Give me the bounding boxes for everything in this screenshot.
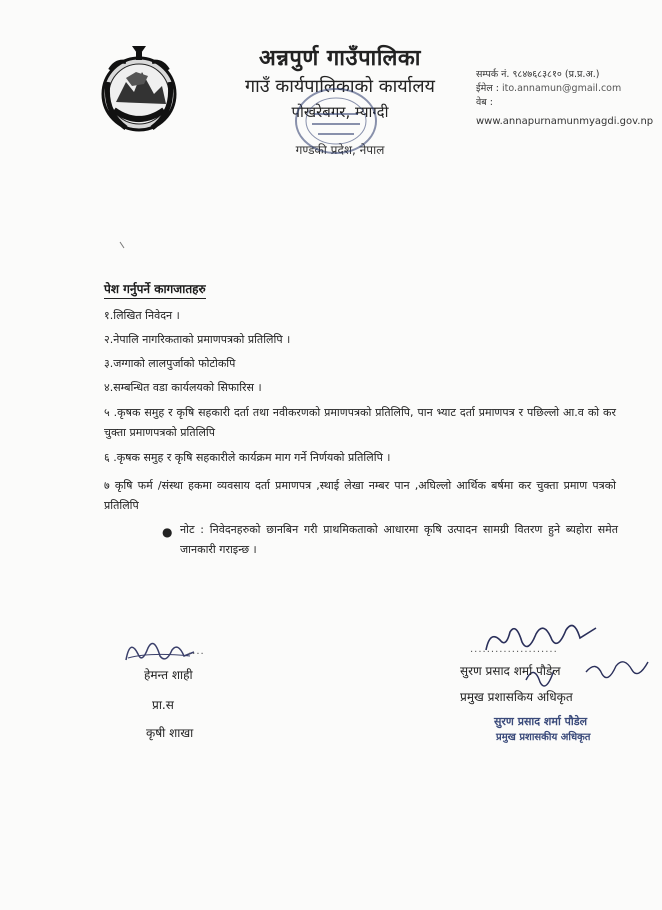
email-label: ईमेल : — [476, 83, 500, 94]
municipality-title: अन्नपुर्ण गाउँपालिका — [259, 46, 421, 71]
left-signature-line: .... — [188, 646, 205, 657]
right-signature-icon — [466, 610, 662, 700]
email-value[interactable]: ito.annamun@gmail.com — [502, 83, 622, 94]
office-stamp-icon — [290, 84, 382, 158]
document-item: ४.सम्बन्धित वडा कार्यलयको सिफारिस । — [104, 381, 262, 394]
website-link[interactable]: www.annapurnamunmyagdi.gov.np — [476, 116, 654, 127]
office-location: पोखरेबगर, म्याग्दी — [291, 103, 389, 121]
signature-stamp-name: सुरण प्रसाद शर्मा पौडेल — [494, 715, 588, 728]
document-item: ५ .कृषक समुह र कृषि सहकारी दर्ता तथा नवीकरणको प्रमाणपत्रको प्रतिलिपि, पान भ्याट दर्ता प्रमाणपत्र र पछिल्लो आ.व को कर चुक्ता प्रमाणपत्रको प्रतिलिपि — [104, 406, 616, 439]
nepal-emblem-icon — [96, 42, 182, 140]
left-signatory-title: प्रा.स — [152, 698, 174, 712]
contact-phone: सम्पर्क नं. ९८४७६८३८१० (प्र.प्र.अ.) — [476, 69, 600, 80]
note-text: नोट : निवेदनहरुको छानबिन गरी प्राथमिकताको आधारमा कृषि उत्पादन सामग्री वितरण हुने ब्यहोरा समेत जानकारी गराइन्छ । — [180, 523, 618, 556]
document-item: १.लिखित निवेदन । — [104, 309, 180, 322]
pen-mark-icon — [118, 240, 128, 250]
document-item: ७ कृषि फर्म /संस्था हकमा व्यवसाय दर्ता प्रमाणपत्र ,स्थाई लेखा नम्बर पान ,अघिल्लो आर्थिक बर्षमा कर चुक्ता प्रमाण पत्रको प्रतिलिपि — [104, 479, 616, 512]
document-item: ६ .कृषक समुह र कृषि सहकारीले कार्यक्रम माग गर्ने निर्णयको प्रतिलिपि । — [104, 451, 391, 464]
contact-block — [476, 68, 656, 129]
contact-email-row — [476, 82, 656, 96]
left-signatory-dept: कृषी शाखा — [146, 726, 194, 740]
province-line: गण्डकी प्रदेश, नेपाल — [295, 143, 385, 157]
right-signature-line: ..................... — [470, 644, 558, 655]
documents-heading: पेश गर्नुपर्ने कागजातहरु — [104, 280, 206, 299]
right-signatory-title: प्रमुख प्रशासकिय अधिकृत — [460, 690, 573, 704]
left-signature-icon — [120, 630, 220, 670]
web-label: वेब : — [476, 97, 493, 108]
note-paragraph — [162, 520, 618, 560]
office-subtitle: गाउँ कार्यपालिकाको कार्यालय — [245, 76, 435, 97]
signature-stamp-title: प्रमुख प्रशासकीय अधिकृत — [496, 732, 591, 743]
document-item: २.नेपालि नागरिकताको प्रमाणपत्रको प्रतिलिपि । — [104, 333, 291, 346]
right-signatory-name: सुरण प्रसाद शर्मा पौडेल — [460, 664, 561, 678]
left-signatory-name: हेमन्त शाही — [144, 668, 193, 682]
bullet-icon: ● — [162, 525, 173, 539]
document-item: ३.जग्गाको लालपुर्जाको फोटोकपि — [104, 357, 236, 370]
